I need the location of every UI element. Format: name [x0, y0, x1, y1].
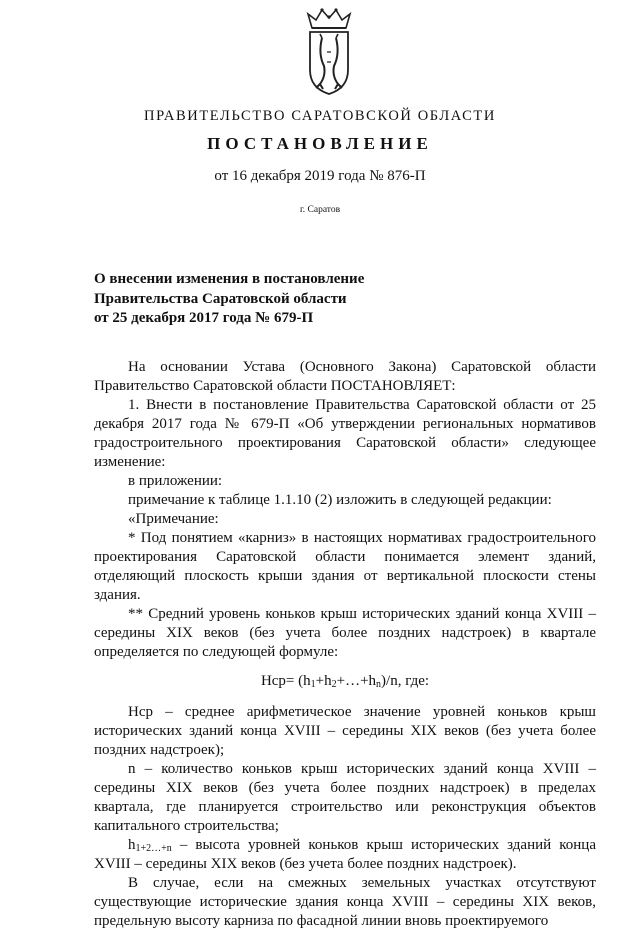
subject-line: Правительства Саратовской области [94, 290, 347, 307]
subject-line: О внесении изменения в постановление [94, 271, 365, 287]
document-type: ПОСТАНОВЛЕНИЕ [207, 134, 433, 153]
subject-line: от 25 декабря 2017 года № 679-П [94, 310, 314, 326]
variable-h: h [128, 837, 136, 853]
body-paragraph: На основании Устава (Основного Закона) Саратовской области Правительство Саратовской области ПОСТАНОВЛЯЕТ: [94, 359, 596, 394]
formula [94, 672, 596, 691]
formula-part: )/n, где: [381, 673, 430, 689]
body-paragraph: в приложении: [128, 473, 223, 489]
formula-part: +h [315, 673, 332, 689]
agency-name: ПРАВИТЕЛЬСТВО САРАТОВСКОЙ ОБЛАСТИ [144, 108, 496, 124]
formula-subscript: 1 [310, 679, 316, 690]
body-paragraph: * Под понятием «карниз» в настоящих нормативах градостроительного проектирования Саратовской области понимается элемент зданий, отделяющий плоскость крыши здания от вертикальной плоскости стены здания. [94, 530, 596, 603]
document-city: г. Саратов [299, 205, 341, 215]
body-paragraph: 1. Внести в постановление Правительства Саратовской области от 25 декабря 2017 года № 679-П «Об утверждении региональных нормативов градостроительного проектирования Саратовской области» следующее изменение: [94, 397, 596, 470]
body-paragraph: «Примечание: [128, 511, 219, 527]
formula-subscript: 2 [331, 679, 337, 690]
body-paragraph: Нср – среднее арифметическое значение уровней коньков крыш исторических зданий конца XVIII – середины XIX веков (без учета более поздних надстроек); [94, 704, 596, 758]
coat-of-arms-emblem [298, 6, 360, 96]
formula-subscript: n [376, 679, 382, 690]
body-paragraph: В случае, если на смежных земельных участках отсутствуют существующие исторические здания конца XVIII – середины XIX веков, предельную высоту карниза по фасадной линии вновь проектируемого [94, 875, 596, 929]
document-date-number: от 16 декабря 2019 года № 876-П [214, 168, 426, 184]
paragraph-text: – высота уровней коньков крыш исторических зданий конца XVIII – середины XIX веков (без учета более поздних надстроек). [94, 837, 596, 872]
document-body [94, 358, 596, 931]
formula-part: +…+h [336, 673, 377, 689]
body-paragraph: ** Средний уровень коньков крыш исторических зданий конца XVIII – середины XIX веков (без учета более поздних надстроек) в квартале определяется по следующей формуле: [94, 606, 596, 660]
variable-subscript: 1+2…+n [135, 843, 172, 854]
body-paragraph: примечание к таблице 1.1.10 (2) изложить в следующей редакции: [128, 492, 552, 508]
body-paragraph: n – количество коньков крыш исторических зданий конца XVIII – середины XIX веков (без учета более поздних надстроек) в пределах квартала, где планируется строительство или реконструкция объектов капитального строительства; [94, 761, 596, 834]
document-subject [94, 270, 454, 329]
formula-part: Нср= (h [260, 673, 311, 689]
body-paragraph [94, 836, 596, 874]
